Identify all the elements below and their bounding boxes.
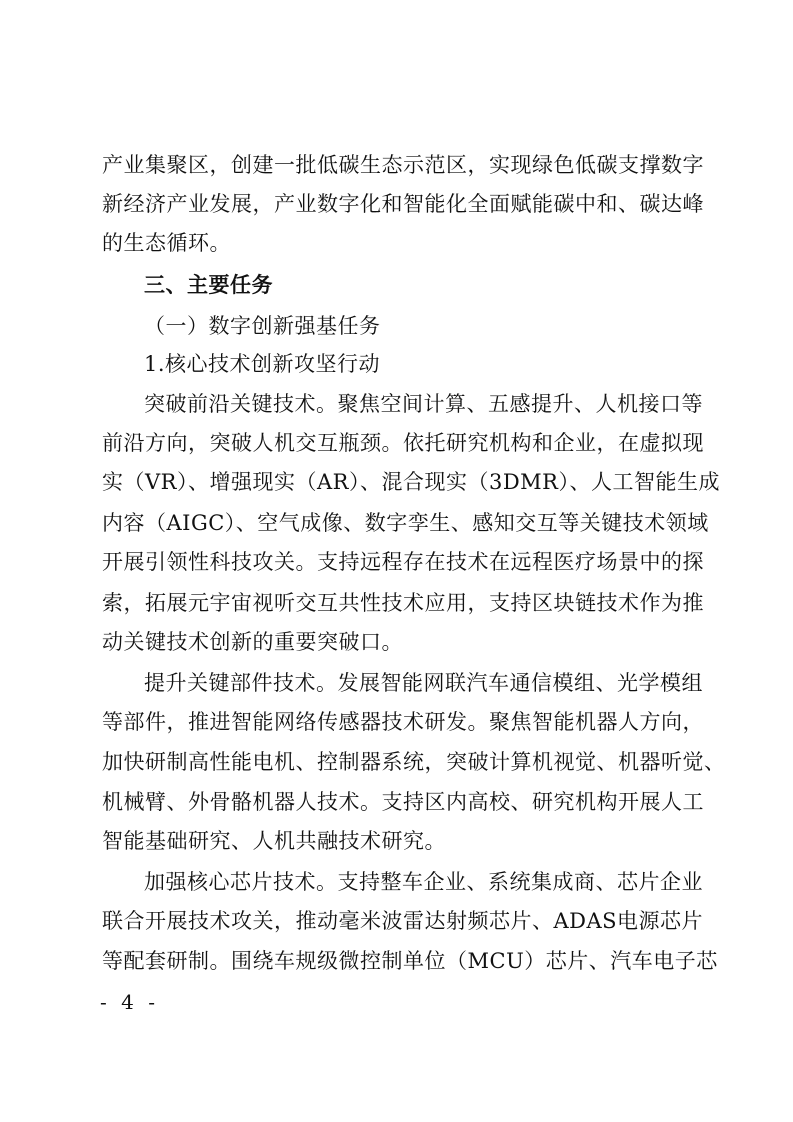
paragraph-line: 内容（AIGC）、空气成像、数字孪生、感知交互等关键技术领域 — [102, 511, 709, 535]
item-heading: 1.核心技术创新攻坚行动 — [144, 352, 381, 376]
section-heading: 三、主要任务 — [144, 273, 273, 297]
paragraph-line: 联合开展技术攻关，推动毫米波雷达射频芯片、ADAS电源芯片 — [102, 909, 704, 933]
page-number: - 4 - — [100, 990, 159, 1014]
paragraph-line: 动关键技术创新的重要突破口。 — [102, 630, 403, 654]
paragraph-line: 突破前沿关键技术。聚焦空间计算、五感提升、人机接口等 — [144, 392, 703, 416]
paragraph-line: 索，拓展元宇宙视听交互共性技术应用，支持区块链技术作为推 — [102, 591, 704, 615]
paragraph-line: 等部件，推进智能网络传感器技术研发。聚焦智能机器人方向， — [102, 710, 704, 734]
paragraph-line: 前沿方向，突破人机交互瓶颈。依托研究机构和企业，在虚拟现 — [102, 431, 704, 455]
paragraph-line: 提升关键部件技术。发展智能网联汽车通信模组、光学模组 — [144, 671, 703, 695]
paragraph-line: 新经济产业发展，产业数字化和智能化全面赋能碳中和、碳达峰 — [102, 192, 704, 216]
paragraph-line: 加强核心芯片技术。支持整车企业、系统集成商、芯片企业 — [144, 870, 703, 894]
subsection-heading: （一）数字创新强基任务 — [144, 314, 381, 338]
paragraph-line: 产业集聚区，创建一批低碳生态示范区，实现绿色低碳支撑数字 — [102, 153, 704, 177]
paragraph-line: 实（VR）、增强现实（AR）、混合现实（3DMR）、人工智能生成 — [102, 470, 720, 494]
paragraph-line: 智能基础研究、人机共融技术研究。 — [102, 829, 446, 853]
paragraph-line: 等配套研制。围绕车规级微控制单位（MCU）芯片、汽车电子芯 — [102, 949, 718, 973]
paragraph-line: 的生态循环。 — [102, 231, 231, 255]
paragraph-line: 加快研制高性能电机、控制器系统，突破计算机视觉、机器听觉、 — [102, 750, 726, 774]
paragraph-line: 机械臂、外骨骼机器人技术。支持区内高校、研究机构开展人工 — [102, 790, 704, 814]
paragraph-line: 开展引领性科技攻关。支持远程存在技术在远程医疗场景中的探 — [102, 550, 704, 574]
